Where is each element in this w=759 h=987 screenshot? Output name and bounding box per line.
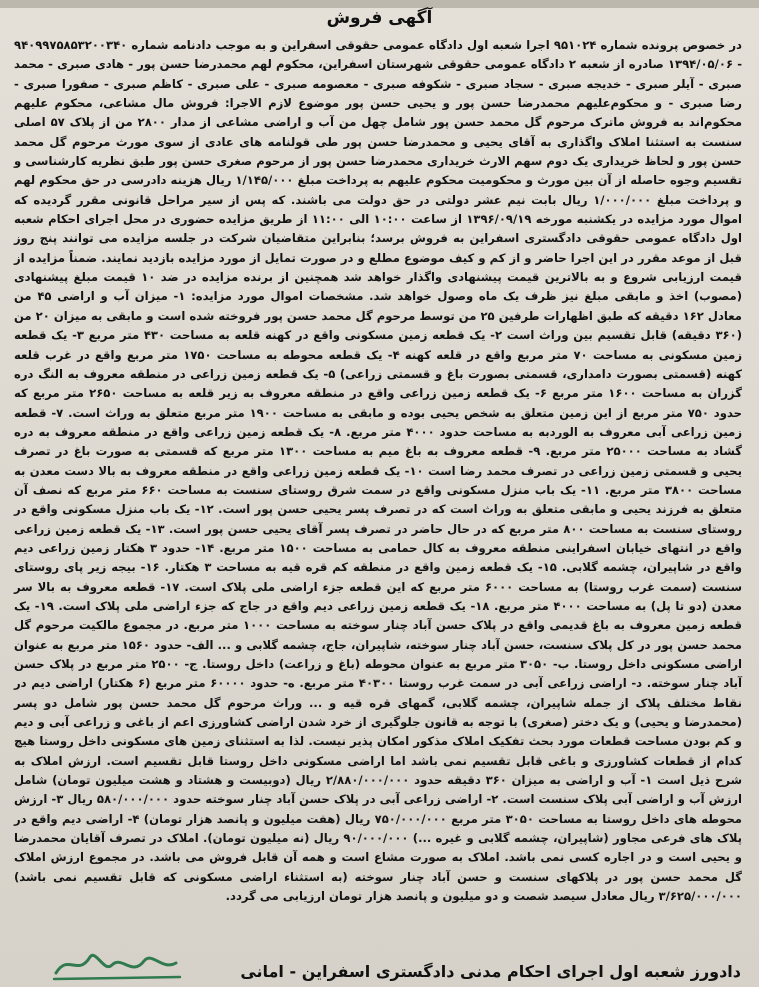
- cropped-header-strip: [0, 0, 759, 8]
- notice-body: در خصوص پرونده شماره ۹۵۱۰۲۴ اجرا شعبه اول دادگاه عمومی حقوقی اسفراین و به موجب دادنامه شماره ۹۴۰۹۹۷۵۸۵۳۲۰۰۳۴۰ - ۱۳۹۴/۰۵/۰۶ صادره از شعبه ۲ دادگاه عمومی حقوقی شهرستان اسفراین، محکوم لهم محمدرضا حسن پور - هادی صبری - محمد صبری - آیلر صبری - خدیجه صبری - سجاد صبری - شکوفه صبری - معصومه صبری - علی صبری - کاظم صبری - صفورا صبری - رضا صبری - و محکوم‌علیهم محمدرضا حسن پور و یحیی حسن پور موضوع لازم الاجرا: فروش مال مشاعی، محکوم علیهم محکوم‌اند به فروش ماترک مرحوم گل محمد حسن پور شامل چهل من آب و اراضی مشاعی از مدار ۲۸۰۰ من از پلاک ۵۷ اصلی سنست به استثنا املاک واگذاری به آقای یحیی و محمدرضا حسن پور طی قولنامه های عادی از سوی مورث مرحوم گل محمد حسن پور و لحاظ خریداری یک دوم سهم الارث خریداری محمدرضا حسن پور از مرحوم صغری حسن پور طبق نظریه کارشناسی و تقسیم وجوه حاصله از آن بین مورث و محکومیت محکوم علیهم به پرداخت مبلغ ۱/۱۴۵/۰۰۰ ریال هزینه دادرسی در حق محکوم لهم و پرداخت مبلغ ۱/۰۰۰/۰۰۰ ریال بابت نیم عشر دولتی در حق دولت می باشند. که پس از سیر مراحل قانونی مقرر گردیده که اموال مورد مزایده در یکشنبه مورخه ۱۳۹۶/۰۹/۱۹ از ساعت ۱۰:۰۰ الی ۱۱:۰۰ از طریق مزایده حضوری در محل اجرای احکام شعبه اول دادگاه عمومی حقوقی دادگستری اسفراین به فروش برسد؛ بنابراین متقاضیان شرکت در جلسه مزایده می توانند پنج روز قبل از موعد مقرر در این اجرا حاضر و از کم و کیف موضوع مطلع و در صورت تمایل از مورد مزایده بازدید نمایند. ضمناً مزایده از قیمت ارزیابی شروع و به بالاترین قیمت پیشنهادی واگذار خواهد شد همچنین از برنده مزایده در ضد ۱۰ قیمت مبلغ پیشنهادی (مصوب) اخذ و مابقی مبلغ نیز ظرف یک ماه وصول خواهد شد. مشخصات اموال مورد مزایده: ۱- میزان آب و اراضی ۴۵ من معادل ۱۶۲ دقیقه که طبق اظهارات طرفین ۲۵ من توسط مرحوم گل محمد حسن پور فروخته شده است و مابقی به میزان ۲۰ من (۳۶۰ دقیقه) قابل تقسیم بین وراث است ۲- یک قطعه زمین مسکونی واقع در کهنه قلعه به مساحت ۴۳۰ متر مربع ۳- یک قطعه زمین مسکونی به مساحت ۷۰ متر مربع واقع در قلعه کهنه ۴- یک قطعه محوطه به مساحت ۱۷۵۰ متر مربع واقع در غرب قلعه کهنه (قسمتی بصورت دامداری، قسمتی بصورت باغ و قسمتی زراعی) ۵- یک قطعه زمین زراعی در منطقه معروف به النگ دره گزران به مساحت ۱۶۰۰ متر مربع ۶- یک قطعه زمین زراعی واقع در منطقه معروف به زیر قلعه به مساحت ۲۶۵۰ متر مربع که حدود ۷۵۰ متر مربع از این زمین متعلق به شخص یحیی بوده و مابقی به مساحت ۱۹۰۰ متر مربع متعلق به وراث است. ۷- قطعه زمین زراعی آبی معروف به الوردبه به مساحت حدود ۴۰۰۰ متر مربع. ۸- یک قطعه زمین زراعی واقع در منطقه معروف به دره گشاد به مساحت ۲۵۰۰۰ متر مربع. ۹- قطعه معروف به باغ میم به مساحت ۱۳۰۰ متر مربع که قسمتی به صورت باغ در تصرف یحیی و قسمتی زمین زراعی در تصرف محمد رضا است ۱۰- یک قطعه زمین زراعی واقع در منطقه معروف به بالا دست معدن به مساحت ۳۸۰۰ متر مربع. ۱۱- یک باب منزل مسکونی واقع در سمت شرق روستای سنست به مساحت ۶۶۰ متر مربع که نصف آن متعلق به فرزند یحیی و مابقی متعلق به وراث است که در تصرف پسر یحیی حسن پور است. ۱۲- یک باب منزل مسکونی واقع در روستای سنست به مساحت ۸۰۰ متر مربع که در حال حاضر در تصرف پسر آقای یحیی حسن پور است. ۱۳- یک قطعه زمین زراعی واقع در انتهای خیابان اسفراینی منطقه معروف به کال حمامی به مساحت ۱۵۰۰ متر مربع. ۱۴- حدود ۳ هکتار زمین زراعی دیم واقع در شاپیران، چشمه گلابی. ۱۵- یک قطعه زمین واقع در منطقه کم قره قیه به مساحت ۳ هکتار. ۱۶- بیجه زیر پای روستای سنست (سمت غرب روستا) به مساحت ۶۰۰۰ متر مربع که این قطعه جزء اراضی ملی پلاک است. ۱۷- قطعه معروف به بالا سر معدن (دو تا پل) به مساحت ۴۰۰۰ متر مربع. ۱۸- یک قطعه زمین زراعی دیم واقع در جاج که جزء اراضی ملی پلاک است. ۱۹- یک قطعه زمین معروف به باغ قدیمی واقع در پلاک حسن آباد چنار سوخته به مساحت ۱۰۰۰ متر مربع. در مجموع مالکیت مرحوم گل محمد حسن پور در کل پلاک سنست، حسن آباد چنار سوخته، شاپیران، جاج، چشمه گلابی و ... الف- حدود ۱۵۶۰ متر مربع به عنوان اراضی مسکونی داخل روستا. ب- ۳۰۵۰ متر مربع به عنوان محوطه (باغ و زراعت) داخل روستا. ج- ۲۵۰۰ متر مربع در پلاک حسن آباد چنار سوخته. د- اراضی زراعی آبی در سمت غرب روستا ۴۰۳۰۰ متر مربع. ه- حدود ۶۰۰۰۰ متر مربع (۶ هکتار) اراضی دیم در نقاط مختلف پلاک از جمله شاپیران، چشمه گلابی، گمهای قره قیه و ... وراث مرحوم گل محمد حسن پور شامل دو پسر (محمدرضا و یحیی) و یک دختر (صغری) با توجه به قانون جلوگیری از خرد شدن اراضی کشاورزی اعم از باغی و زراعی آبی و دیم و کم بودن مساحت قطعات مورد بحث تفکیک املاک مذکور امکان پذیر نیست. لذا به استثنای زمین های مسکونی داخل روستا هیچ کدام از قطعات کشاورزی و باغی قابل تقسیم نمی باشد اما اراضی مسکونی داخل روستا قابل تقسیم است. ارزش املاک به شرح ذیل است ۱- آب و اراضی به میزان ۳۶۰ دقیقه حدود ۲/۸۸۰/۰۰۰/۰۰۰ ریال (دوبیست و هشتاد و هشت میلیون تومان) شامل ارزش آب و اراضی آبی پلاک سنست است. ۲- اراضی زراعی آبی در پلاک حسن آباد چنار سوخته حدود ۵۸۰/۰۰۰/۰۰۰ ریال ۳- ارزش محوطه های داخل روستا به مساحت ۳۰۵۰ متر مربع ۷۵۰/۰۰۰/۰۰۰ ریال (هفت میلیون و پانصد هزار تومان) ۴- اراضی دیم واقع در پلاک های فرعی مجاور (شاپیران، چشمه گلابی و غیره ...) ۹۰/۰۰۰/۰۰۰ ریال (نه میلیون تومان). املاک در تصرف آقایان محمدرضا و یحیی است و در اجاره کسی نمی باشد. املاک به صورت مشاع است و همه آن قابل فروش می باشد. در مجموع ارزش املاک گل محمد حسن پور در پلاکهای سنست و حسن آباد چنار سوخته (به استثناء اراضی مسکونی که قابل تقسیم نمی باشد) ۳/۶۲۵/۰۰۰/۰۰۰ ریال معادل سیصد شصت و دو میلیون و پانصد هزار تومان ارزیابی می گردد.: [14, 38, 743, 904]
- notice-title: آگهی فروش: [326, 8, 433, 28]
- signature-line: دادورز شعبه اول اجرای احکام مدنی دادگستری اسفراین - امانی: [240, 962, 741, 981]
